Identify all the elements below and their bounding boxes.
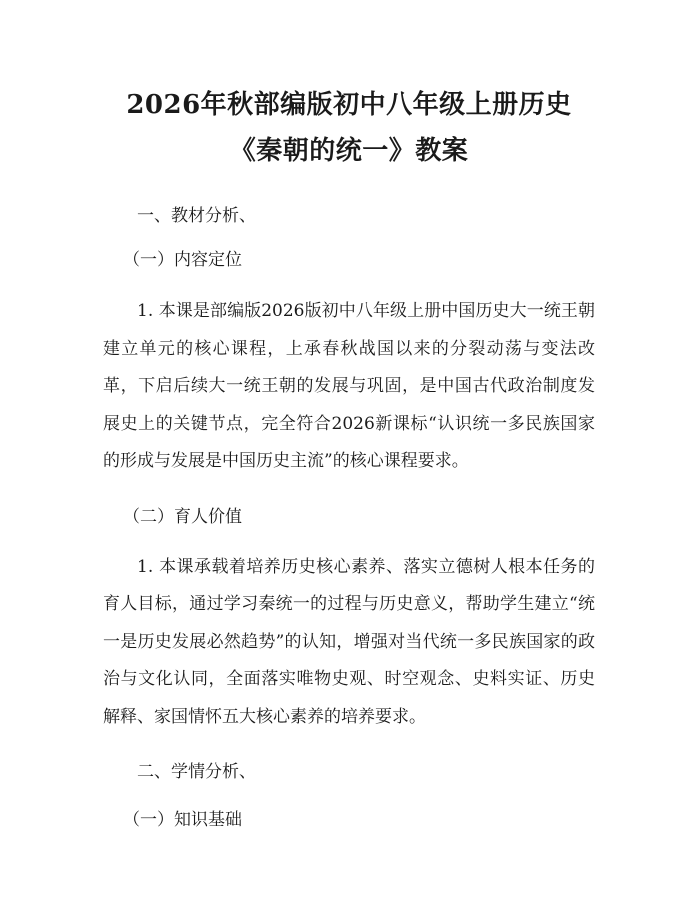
paragraph-content-positioning: 1. 本课是部编版2026版初中八年级上册中国历史大一统王朝建立单元的核心课程，上承春秋战国以来的分裂动荡与变法改革，下启后续大一统王朝的发展与巩固，是中国古代政治制度发展史上的关键节点，完全符合2026新课标“认识统一多民族国家的形成与发展是中国历史主流”的核心课程要求。 — [103, 301, 595, 471]
section-heading-teaching-material-analysis: 一、教材分析、 — [137, 206, 256, 226]
subsection-heading-educational-value: （二）育人价值 — [123, 506, 242, 527]
document-title: 2026年秋部编版初中八年级上册历史《秦朝的统一》教案 — [126, 90, 572, 166]
paragraph-educational-value: 1. 本课承载着培养历史核心素养、落实立德树人根本任务的育人目标，通过学习秦统一的过程与历史意义，帮助学生建立“统一是历史发展必然趋势”的认知，增强对当代统一多民族国家的政治与文化认同，全面落实唯物史观、时空观念、史料实证、历史解释、家国情怀五大核心素养的培养要求。 — [103, 556, 595, 727]
subsection-heading-knowledge-basis: （一）知识基础 — [123, 810, 242, 830]
subsection-heading-content-positioning: （一）内容定位 — [123, 250, 242, 270]
section-heading-student-analysis: 二、学情分析、 — [137, 762, 256, 782]
